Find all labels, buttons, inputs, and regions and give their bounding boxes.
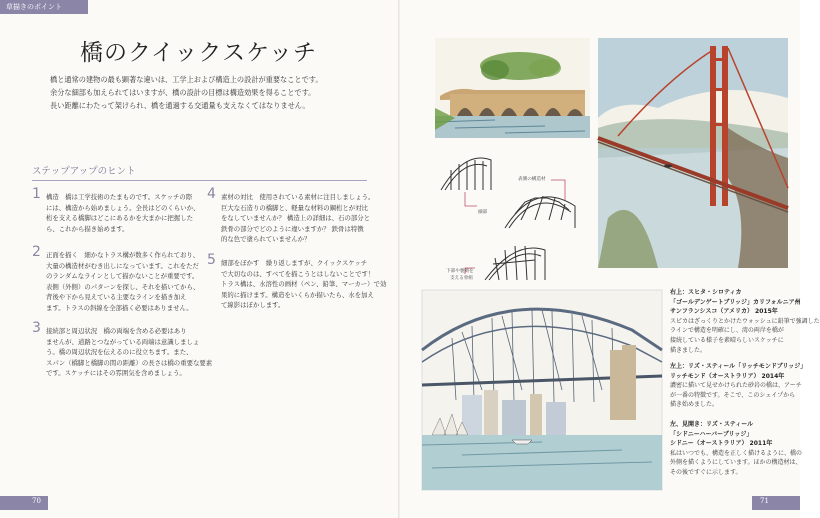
- step-line: 細部をぼかす 繰り返しますが、クイックスケッチ: [221, 259, 368, 267]
- caption-body: 描き始めました。: [670, 401, 719, 409]
- step-line: のランダムなラインとして描かないことが重要です。: [46, 272, 199, 281]
- step-number: 1: [32, 186, 41, 202]
- caption-body: 濃密に描いて見せかけられた砂岩の橋は、アーチ: [670, 382, 802, 390]
- intro-line: 長い距離にわたって架けられ、橋を通過する交通量も支えなくてはなりません。: [50, 101, 310, 110]
- diagram-label-exterior: 表側の構造材: [518, 177, 546, 182]
- step-line: トラス構は、水溶性の画材（ペン、鉛筆、マーカー）で効: [221, 280, 387, 289]
- step-line: には、構造から始めましょう。全長はどのくらいか、: [46, 203, 200, 212]
- left-page: [0, 0, 400, 518]
- caption-golden-gate: [670, 288, 820, 355]
- step-line: う。橋の周辺状況を伝えるのに役立ちます。また、: [46, 348, 193, 357]
- step-line: 表側（外側）のパターンを探し、それを描いてから、: [46, 282, 200, 291]
- diagram-label-support-2: 支える骨組: [450, 276, 473, 281]
- caption-heading: 「ゴールデンゲートブリッジ」カリフォルニア州: [670, 298, 801, 306]
- caption-body: が一番の特徴です。そこで、このシェイプから: [670, 391, 796, 399]
- caption-heading: 左、見開き：リズ・スティール: [670, 421, 754, 428]
- caption-heading: サンフランシスコ（アメリカ） 2015年: [670, 308, 778, 316]
- step-line: 背後や下から見えている主要なラインを描き加え: [46, 293, 187, 302]
- caption-body: 描きました。: [670, 346, 707, 354]
- step-line: です。スケッチにはその雰囲気を含めましょう。: [46, 369, 186, 378]
- step-4: [207, 186, 382, 245]
- golden-gate-painting: [598, 38, 788, 268]
- step-3: [32, 320, 213, 379]
- step-line: ら、これから描き始めます。: [46, 224, 129, 233]
- step-line: ませんが、道路とつながっている両端は意識しましょ: [46, 337, 200, 346]
- right-page: [400, 0, 820, 518]
- step-line: 桁を支える橋脚はどこにあるかを大まかに把握した: [46, 214, 193, 223]
- step-2: [32, 244, 207, 314]
- step-line: 的な色で塗られていませんか？: [221, 235, 311, 244]
- section-tag: 草描きのポイント: [0, 0, 88, 14]
- step-line: て線影はぼかします。: [221, 301, 285, 310]
- step-5: [207, 252, 387, 311]
- caption-body: ラインで構造を明確にし、湾の両岸を橋が: [670, 327, 784, 335]
- caption-body: 接続している様子を素晴らしいスケッチに: [670, 336, 784, 344]
- step-line: ます。トラスの斜線を全部描く必要はありません。: [46, 303, 193, 312]
- step-number: 2: [32, 244, 41, 260]
- step-number: 3: [32, 320, 41, 336]
- sydney-harbour-painting: [422, 290, 662, 490]
- intro-line: 橋と通常の建物の最も顕著な違いは、工学上および構造上の設計が重要なことです。: [50, 75, 323, 84]
- step-line: 巨大な石造りの橋脚と、軽量な材料の鋼桁とが対比: [221, 203, 368, 212]
- caption-body: 私はいつでも、構造を正しく描けるように、橋の: [670, 449, 803, 457]
- richmond-bridge-illustration: [435, 38, 590, 138]
- hints-divider: [32, 180, 367, 181]
- step-1: [32, 186, 207, 234]
- golden-gate-illustration: [598, 38, 788, 268]
- diagram-label-support-1: 下部や裏側を: [446, 269, 474, 274]
- page-title: 橋のクイックスケッチ: [80, 40, 318, 66]
- intro-text: [50, 73, 370, 112]
- step-line: 接続部と周辺状況 橋の両端を含める必要はあり: [46, 327, 187, 335]
- richmond-bridge-painting: [435, 38, 590, 138]
- step-line: 正面を描く 細かなトラス構が数多く作られており、: [46, 251, 200, 259]
- diagram-label-detail: 細部: [478, 210, 488, 215]
- step-line: で大切なのは、すべてを描こうとはしないことです！: [221, 269, 375, 278]
- step-line: 大量の構造材がむき出しになっています。これをただ: [46, 261, 199, 270]
- caption-heading: 「シドニーハーバーブリッジ」: [670, 430, 753, 438]
- page-number-left: 70: [32, 497, 41, 505]
- step-line: 構造 橋は工学技術のたまものです。スケッチの際: [46, 193, 193, 201]
- caption-heading: 左上：リズ・スティール「リッチモンドブリッジ」: [670, 363, 807, 370]
- step-number: 4: [207, 186, 216, 202]
- step-line: スパン（橋脚と橋脚の間の距離）の長さは橋の重要な要素: [46, 358, 213, 367]
- step-line: 素材の対比 使用されている素材に注目しましょう。: [221, 193, 375, 201]
- intro-line: 余分な細部も加えられてはいますが、橋の設計の目標は構造効果を得ることです。: [50, 88, 316, 97]
- sydney-harbour-illustration: [422, 290, 662, 490]
- step-line: 果的に描けます。構造をいくらか描いたら、水を加え: [221, 290, 374, 299]
- caption-heading: 右上：スヒタ・シロティカ: [670, 289, 742, 296]
- step-number: 5: [207, 252, 216, 268]
- page-number-right: 71: [760, 497, 769, 505]
- caption-body: スピカはざっくりとかけたウォッシュに鉛筆で強調した: [670, 317, 820, 325]
- caption-heading: シドニー（オーストラリア） 2011年: [670, 440, 773, 448]
- step-line: をなしていませんか？ 構造上の詳細は、石の部分と: [221, 214, 371, 223]
- caption-heading: リッチモンド（オーストラリア） 2014年: [670, 372, 785, 380]
- hints-heading: ステップアップのヒント: [32, 166, 136, 177]
- caption-body: その後ですぐに示します。: [670, 468, 742, 476]
- caption-body: 外側を描くようにしています。ほかの構造材は、: [670, 459, 802, 467]
- caption-richmond: [670, 362, 807, 410]
- caption-sydney: [670, 420, 803, 478]
- step-line: 鉄骨の部分でどのように違いますか？ 鉄骨は特徴: [221, 224, 364, 233]
